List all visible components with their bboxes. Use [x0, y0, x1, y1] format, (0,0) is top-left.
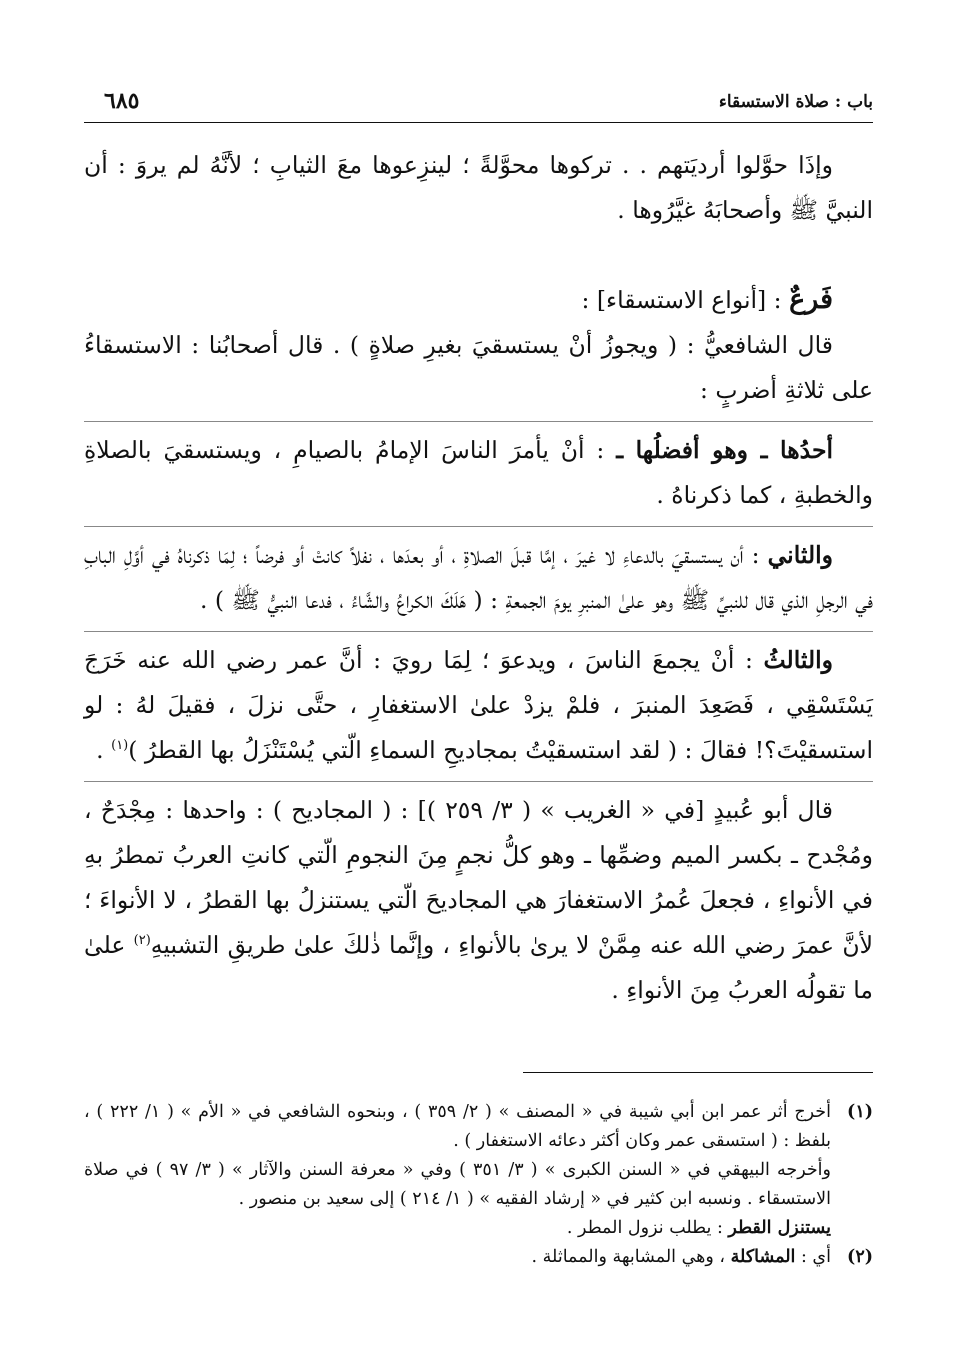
first-type-text: : أنْ يأمرَ الناسَ الإمامُ بالصيامِ ، ويستسقيَ بالصلاةِ والخطبةِ ، كما ذكرناهُ . — [84, 436, 873, 509]
footnote-1 — [84, 1098, 873, 1156]
footnote-2 — [84, 1243, 873, 1272]
fn2-suffix: ، وهي المشابهة والمماثلة . — [531, 1247, 731, 1267]
footnote-number: (٢) — [847, 1247, 873, 1267]
footnote-number: (١) — [847, 1102, 873, 1122]
abu-ubaid-text: قال أبو عُبيدٍ [في « الغريب » ( ٣/ ٢٥٩ )] : ( المجاديح ) : واحدها : مِجْدَحٌ ، ومُجْدح ـ بكسر الميم وضمِّها ـ وهو كلُّ نجمٍ مِنَ النجومِ الّتي كانتِ العربُ تمطرُ بهِ في الأنواءِ ، فجعلَ عُمرُ الاستغفارَ هي المجاديحَ الّتي يستنزلُ بها القطرُ ، لا الأنواءَ ؛ لأنَّ عمرَ رضي الله عنه مِمَّنْ لا يرىٰ بالأنواءِ ، وإنَّما ذٰلكَ علىٰ طريقِ التشبيهِ — [84, 796, 873, 959]
footnotes — [84, 1098, 873, 1272]
footnote-divider — [523, 1072, 873, 1073]
paragraph-divider — [84, 421, 873, 422]
gloss-term: يستنزل القطر — [728, 1218, 831, 1238]
section-gap — [84, 233, 873, 277]
footnote-ref-1: (١) — [111, 738, 129, 754]
footnote-text — [84, 1243, 831, 1272]
far-text: : [أنواع الاستسقاء] : — [581, 286, 790, 314]
paragraph-1: وإذَا حوَّلوا أرديَتهم . . تركوها محوَّلةً ؛ لينزِعوها معَ الثيابِ ؛ لأنَّهُ لم يروَ : أن النبيَّ ﷺ وأصحابَهُ غيَّرُوها . — [84, 151, 873, 224]
second-type-text: : أن يستسقيَ بالدعاءِ لا غيرَ ، إمَّا قبلَ الصلاةِ ، أو بعدَها ، نفلاً كانتْ أو فرضاً ؛ لِمَا ذكرناهُ في أوَّلِ البابِ في الرجلِ الذي قال للنبيِّ ﷺ وهو علىٰ المنبرِ يومَ الجمعةِ : ( هَلَكَ الكراعُ والشَّاءُ ، فدعا النبيُّ ﷺ ) . — [84, 541, 873, 614]
first-type-label: أحدُها ـ وهو أفضلُها ـ — [616, 436, 833, 464]
chapter-title: باب : صلاة الاستسقاء — [718, 92, 873, 112]
fn2-term: المشاكلة — [730, 1247, 796, 1267]
fn2-prefix: أي : — [795, 1247, 831, 1267]
second-type-label: والثاني — [767, 541, 833, 569]
running-header — [84, 88, 873, 123]
paragraph-5 — [84, 638, 873, 773]
third-type-text: : أنْ يجمعَ الناسَ ، ويدعوَ ؛ لِمَا رويَ : أنَّ عمر رضي الله عنه خَرَجَ يَسْتَسْقِي ، فَصَعِدَ المنبرَ ، فلمْ يزدْ علىٰ الاستغفارِ ، حتَّى نزلَ ، فقيلَ لهُ : لو استسقيْتَ؟! فقالَ : ( لقد استسقيْتُ بمجاديحِ السماءِ الّتي يُسْتَنْزَلُ بها القطرُ ) — [84, 646, 873, 764]
page-number: ٦٨٥ — [104, 88, 140, 114]
paragraph-divider — [84, 631, 873, 632]
paragraph-divider — [84, 781, 873, 782]
footnote-ref-2: (٢) — [133, 933, 151, 949]
paragraph-divider — [84, 526, 873, 527]
third-type-end: . — [96, 736, 112, 764]
paragraph-2: قال الشافعيُّ : ( ويجوزُ أنْ يستسقيَ بغيرِ صلاةٍ ) . قال أصحابُنا : الاستسقاءُ على ثلاثةِ أضربٍ : — [84, 331, 873, 404]
third-type-label: والثالثُ — [763, 646, 833, 674]
paragraph-6 — [84, 788, 873, 1013]
main-text — [84, 143, 873, 1013]
paragraph-4 — [84, 533, 873, 623]
section-heading — [84, 277, 873, 323]
footnote-1-continuation: وأخرجه البيهقي في « السنن الكبرى » ( ٣/ ٣٥١ ) وفي « معرفة السنن والآثار » ( ٣/ ٩٧ ) في صلاة الاستسقاء . ونسبه ابن كثير في « إرشاد الفقيه » ( ١/ ٢١٤ ) إلى سعيد بن منصور . — [84, 1160, 831, 1209]
paragraph-3 — [84, 428, 873, 518]
far-label: فَرعٌ — [789, 284, 833, 315]
footnote-1-gloss — [84, 1214, 873, 1243]
gloss-definition: : يطلب نزول المطر . — [566, 1218, 729, 1238]
abu-ubaid-end: علىٰ ما تقولُه العربُ مِنَ الأنواءِ . — [84, 931, 873, 1004]
footnote-text: أخرج أثر عمر ابن أبي شيبة في « المصنف » ( ٢/ ٣٥٩ ) ، وبنحوه الشافعي في « الأم » ( ١/ ٢٢٢ ) ، بلفظ : ( استسقى عمر وكان أكثر دعائه الاستغفار ) . — [84, 1102, 831, 1151]
